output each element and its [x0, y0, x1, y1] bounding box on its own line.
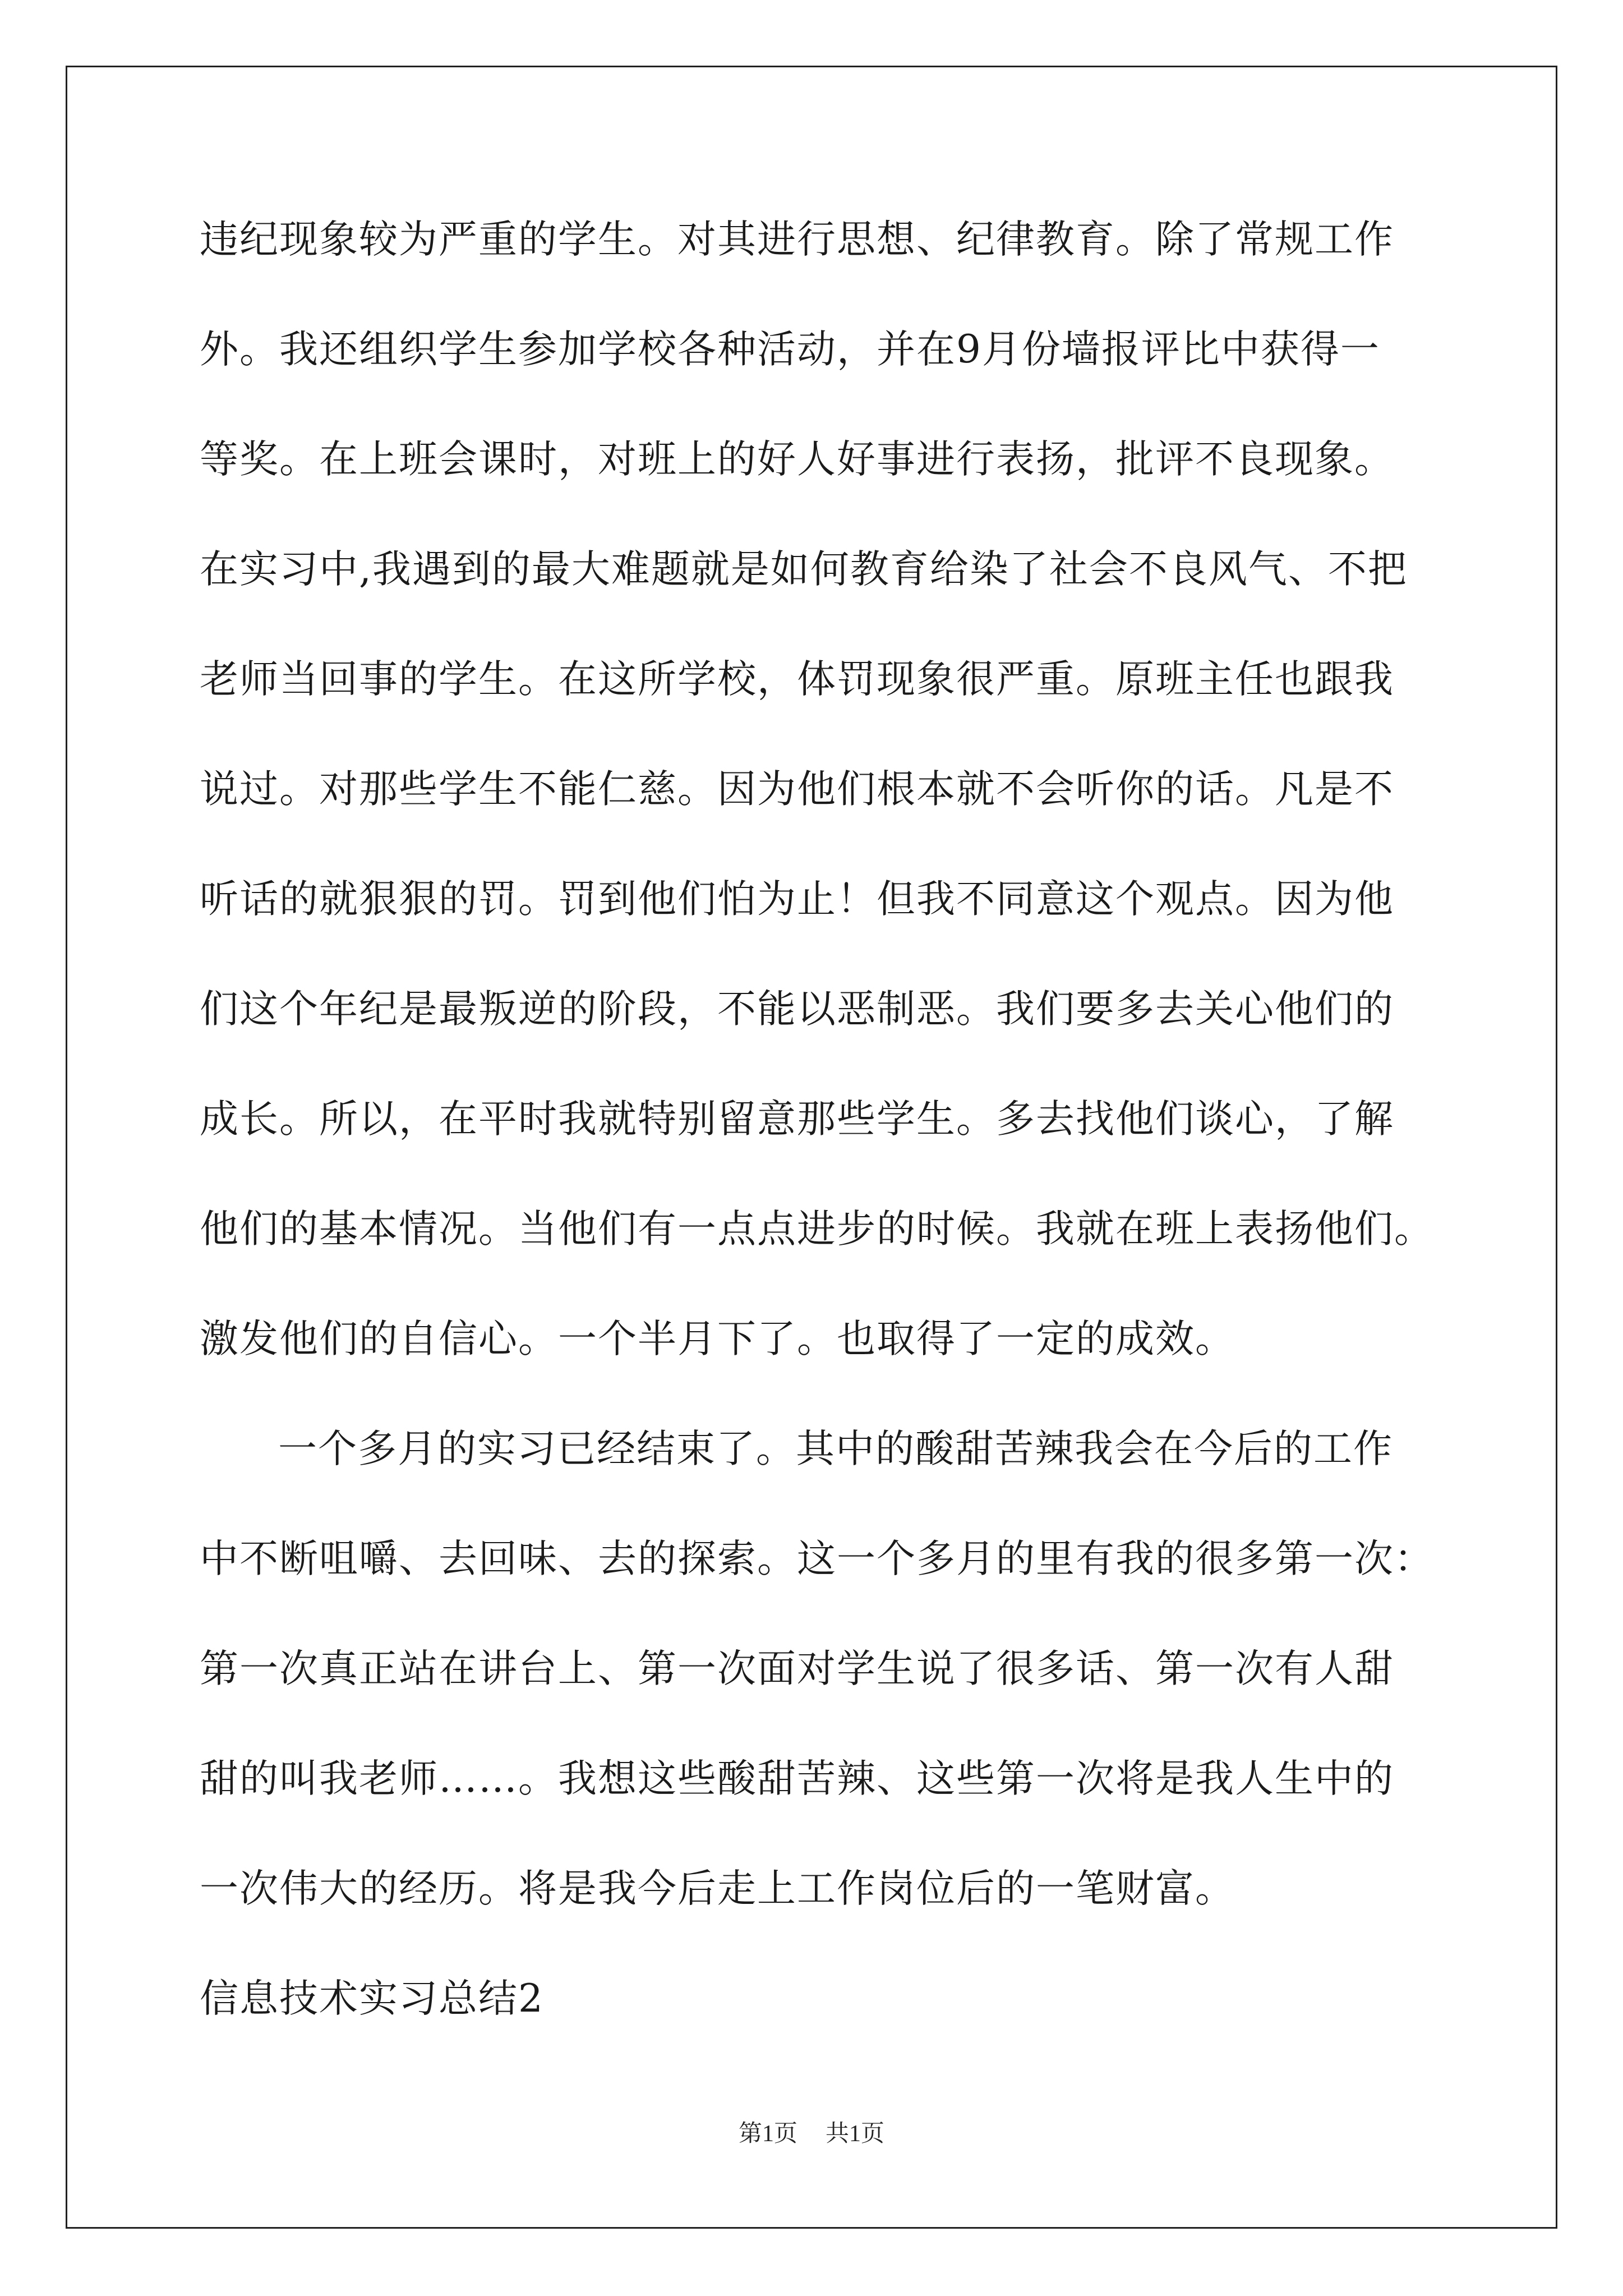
section-heading: 信息技术实习总结2 [200, 1976, 544, 2021]
text-line: 在实习中,我遇到的最大难题就是如何教育给染了社会不良风气、不把 [200, 547, 1408, 592]
text-line: 一次伟大的经历。将是我今后走上工作岗位后的一笔财富。 [200, 1866, 1235, 1911]
paragraph-start-line: 一个多月的实习已经结束了。其中的酸甜苦辣我会在今后的工作 [278, 1427, 1393, 1471]
text-line: 甜的叫我老师……。我想这些酸甜苦辣、这些第一次将是我人生中的 [200, 1756, 1394, 1801]
text-line: 中不断咀嚼、去回味、去的探索。这一个多月的里有我的很多第一次： [200, 1536, 1434, 1581]
page-footer [0, 2115, 1623, 2148]
text-line: 违纪现象较为严重的学生。对其进行思想、纪律教育。除了常规工作 [200, 217, 1394, 262]
text-line: 成长。所以，在平时我就特别留意那些学生。多去找他们谈心，了解 [200, 1097, 1394, 1142]
text-line: 说过。对那些学生不能仁慈。因为他们根本就不会听你的话。凡是不 [200, 767, 1394, 812]
text-line: 听话的就狠狠的罚。罚到他们怕为止！但我不同意这个观点。因为他 [200, 877, 1394, 922]
text-line: 们这个年纪是最叛逆的阶段，不能以恶制恶。我们要多去关心他们的 [200, 987, 1394, 1032]
page-number: 第1页 [738, 2121, 797, 2147]
text-line: 等奖。在上班会课时，对班上的好人好事进行表扬，批评不良现象。 [200, 437, 1394, 482]
document-body [200, 216, 1433, 2085]
text-line: 第一次真正站在讲台上、第一次面对学生说了很多话、第一次有人甜 [200, 1646, 1394, 1691]
text-line: 激发他们的自信心。一个半月下了。也取得了一定的成效。 [200, 1317, 1235, 1361]
page-total: 共1页 [826, 2121, 885, 2147]
text-line: 老师当回事的学生。在这所学校，体罚现象很严重。原班主任也跟我 [200, 657, 1394, 702]
text-line: 他们的基本情况。当他们有一点点进步的时候。我就在班上表扬他们。 [200, 1207, 1434, 1251]
text-line: 外。我还组织学生参加学校各种活动，并在9月份墙报评比中获得一 [200, 327, 1380, 372]
